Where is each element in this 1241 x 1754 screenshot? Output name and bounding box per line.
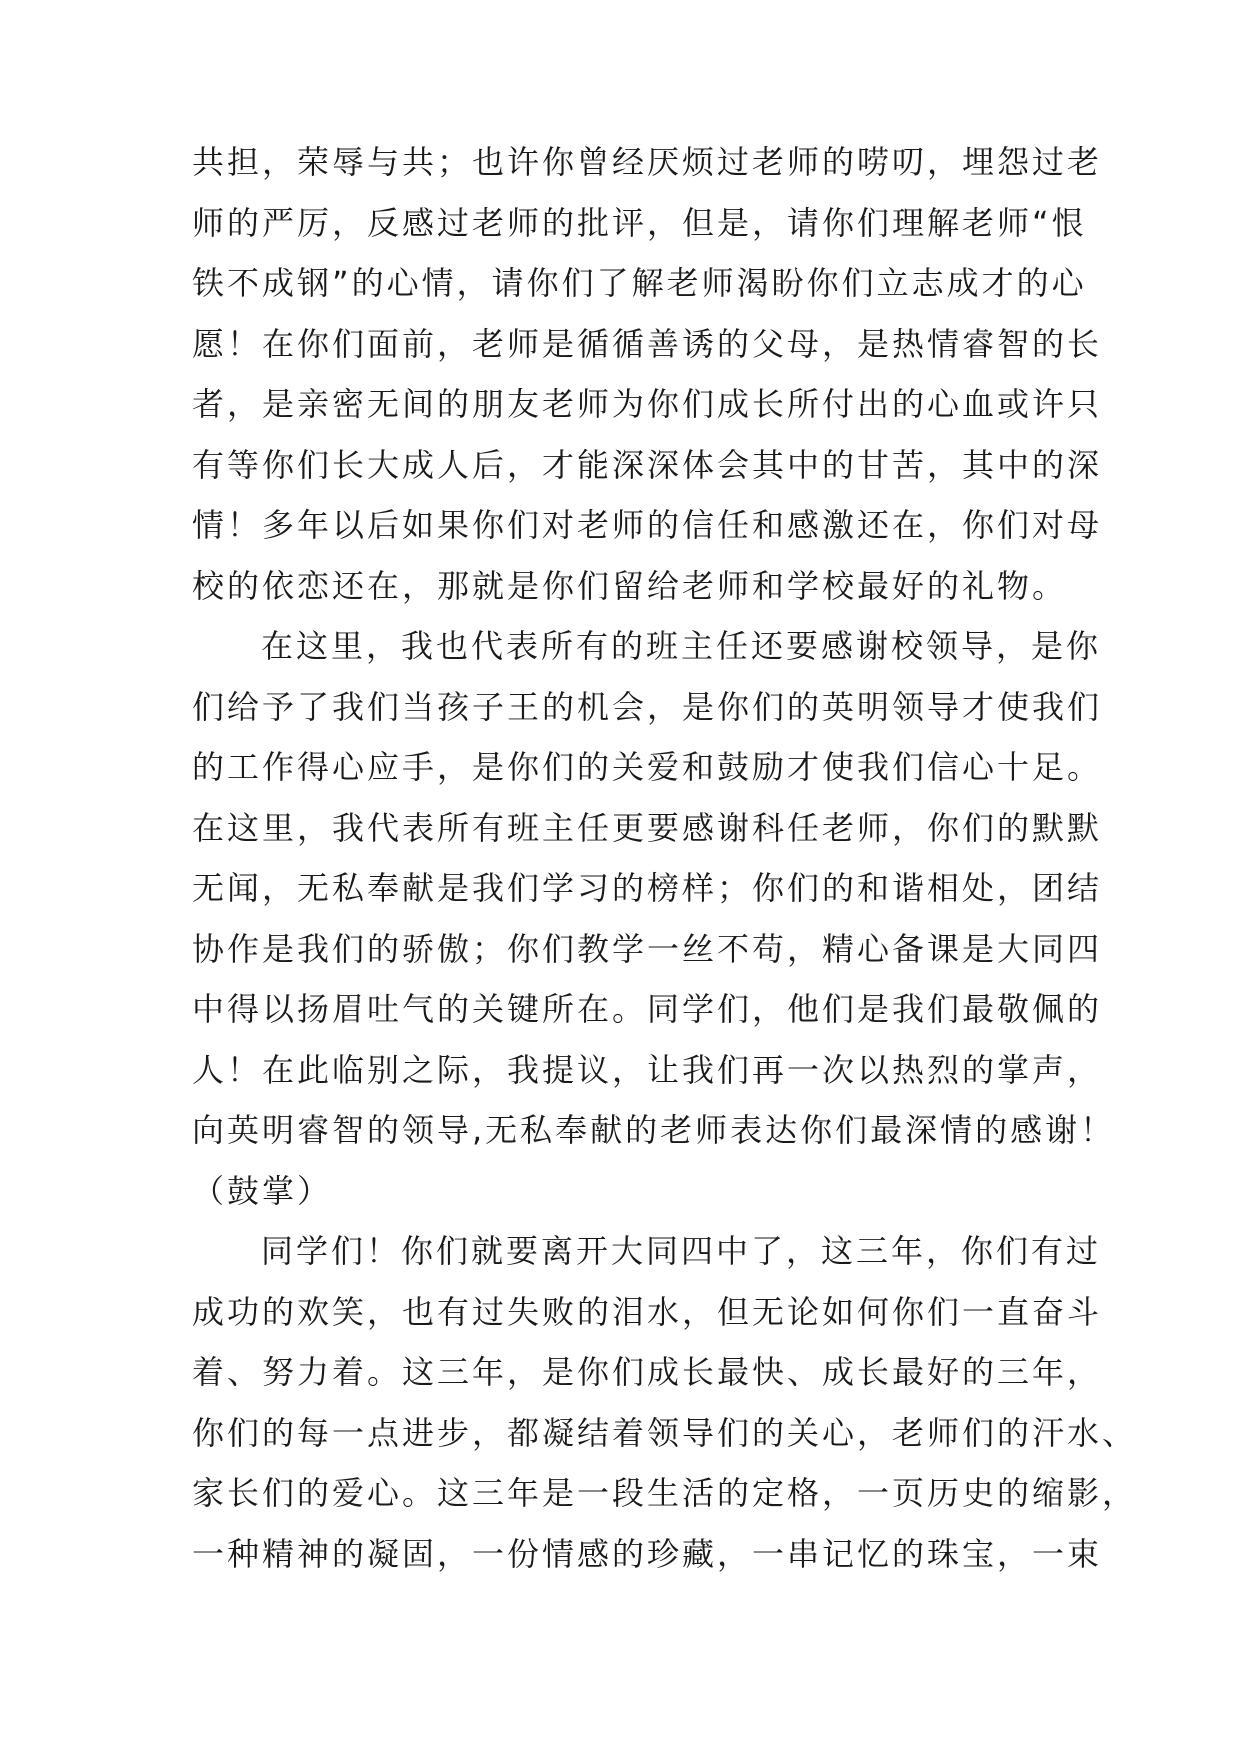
text-line: 铁不成钢”的心情，请你们了解老师渴盼你们立志成才的心: [192, 264, 1087, 302]
text-line: 家长们的爱心。这三年是一段生活的定格，一页历史的缩影，: [192, 1474, 1138, 1512]
body-text: [192, 132, 1138, 1584]
paragraph: [192, 132, 1103, 616]
text-line: 的工作得心应手，是你们的关爱和鼓励才使我们信心十足。: [192, 748, 1103, 786]
paragraph: [192, 616, 1116, 1221]
text-line: 们给予了我们当孩子王的机会，是你们的英明领导才使我们: [192, 687, 1103, 726]
text-line: 协作是我们的骄傲；你们教学一丝不苟，精心备课是大同四: [192, 929, 1103, 968]
text-line: 有等你们长大成人后，才能深深体会其中的甘苦，其中的深: [192, 445, 1103, 484]
text-line: 一种精神的凝固，一份情感的珍藏，一串记忆的珠宝，一束: [192, 1534, 1103, 1573]
text-line: 愿！在你们面前，老师是循循善诱的父母，是热情睿智的长: [192, 324, 1103, 363]
text-line: 人！在此临别之际，我提议，让我们再一次以热烈的掌声，: [192, 1050, 1103, 1089]
text-line: 中得以扬眉吐气的关键所在。同学们，他们是我们最敬佩的: [192, 990, 1103, 1028]
paragraph: [192, 1221, 1138, 1584]
text-line: 在这里，我也代表所有的班主任还要感谢校领导，是你: [261, 627, 1102, 665]
text-line: 师的严厉，反感过老师的批评，但是，请你们理解老师“恨: [192, 203, 1087, 242]
text-line: （鼓掌）: [192, 1171, 333, 1210]
text-line: 共担，荣辱与共；也许你曾经厌烦过老师的唠叨，埋怨过老: [192, 143, 1103, 181]
text-line: 成功的欢笑，也有过失败的泪水，但无论如何你们一直奋斗: [192, 1292, 1103, 1331]
text-line: 在这里，我代表所有班主任更要感谢科任老师，你们的默默: [192, 808, 1103, 847]
text-line: 校的依恋还在，那就是你们留给老师和学校最好的礼物。: [192, 566, 1068, 605]
text-line: 同学们！你们就要离开大同四中了，这三年，你们有过: [261, 1232, 1102, 1270]
text-line: 者，是亲密无间的朋友老师为你们成长所付出的心血或许只: [192, 385, 1103, 423]
text-line: 你们的每一点进步，都凝结着领导们的关心，老师们的汗水、: [192, 1413, 1138, 1452]
text-line: 无闻，无私奉献是我们学习的榜样；你们的和谐相处，团结: [192, 869, 1103, 907]
text-line: 着、努力着。这三年，是你们成长最快、成长最好的三年，: [192, 1353, 1103, 1391]
text-line: 向英明睿智的领导,无私奉献的老师表达你们最深情的感谢！: [192, 1111, 1116, 1149]
text-line: 情！多年以后如果你们对老师的信任和感激还在，你们对母: [192, 506, 1103, 544]
